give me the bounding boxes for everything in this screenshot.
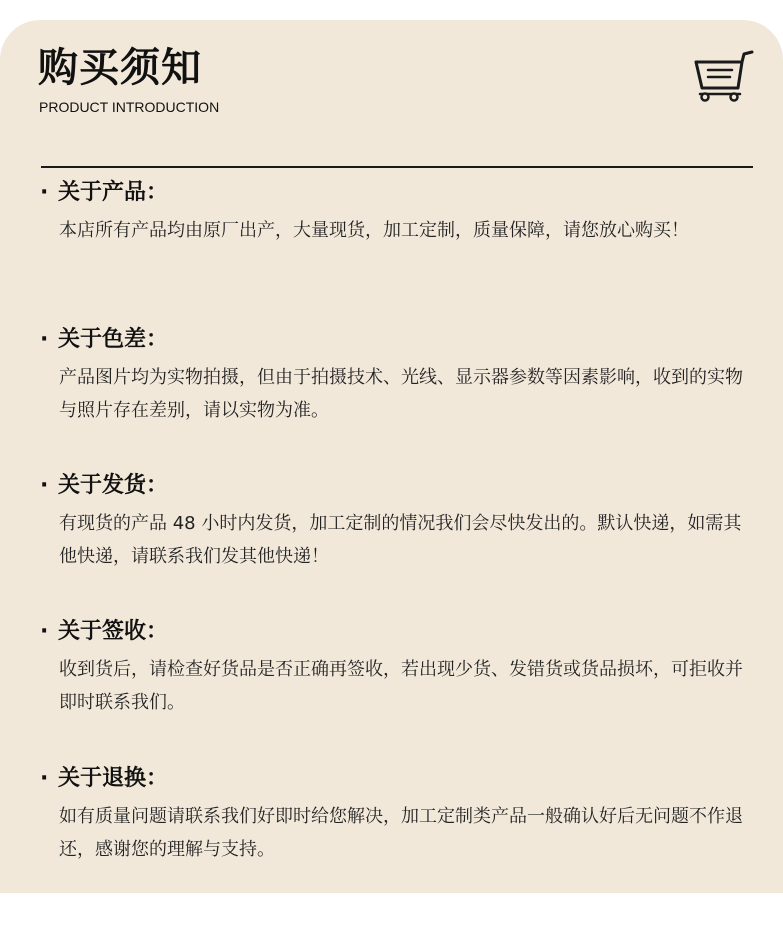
section-heading bbox=[40, 325, 760, 355]
section-heading-text: 关于退换： bbox=[58, 766, 169, 791]
section-receipt bbox=[40, 617, 760, 719]
section-body: 本店所有产品均由原厂出产，大量现货，加工定制，质量保障，请您放心购买！ bbox=[59, 220, 689, 241]
section-product bbox=[40, 178, 760, 247]
section-body: 有现货的产品 48 小时内发货，加工定制的情况我们会尽快发出的。默认快递，如需其他快递，请联系我们发其他快递！ bbox=[59, 513, 742, 567]
page-title: 购买须知 bbox=[38, 45, 202, 91]
section-body: 产品图片均为实物拍摄，但由于拍摄技术、光线、显示器参数等因素影响，收到的实物与照片存在差别，请以实物为准。 bbox=[59, 367, 743, 421]
section-heading bbox=[40, 178, 760, 208]
section-heading-text: 关于发货： bbox=[58, 473, 169, 498]
section-color-difference bbox=[40, 325, 760, 427]
bullet-dot: · bbox=[40, 619, 49, 644]
section-heading-text: 关于产品： bbox=[58, 180, 169, 205]
section-returns bbox=[40, 764, 760, 866]
page-subtitle: PRODUCT INTRODUCTION bbox=[39, 99, 220, 115]
section-heading bbox=[40, 764, 760, 794]
bullet-dot: · bbox=[40, 327, 49, 352]
bullet-dot: · bbox=[40, 180, 49, 205]
section-body: 收到货后，请检查好货品是否正确再签收，若出现少货、发错货或货品损坏，可拒收并即时联系我们。 bbox=[59, 659, 743, 713]
info-panel bbox=[0, 20, 783, 893]
header-divider bbox=[41, 166, 753, 168]
shopping-cart-icon bbox=[694, 50, 754, 102]
section-heading-text: 关于签收： bbox=[58, 619, 169, 644]
section-heading bbox=[40, 617, 760, 647]
section-body: 如有质量问题请联系我们好即时给您解决，加工定制类产品一般确认好后无问题不作退还，感谢您的理解与支持。 bbox=[59, 806, 743, 860]
bullet-dot: · bbox=[40, 766, 49, 791]
section-heading bbox=[40, 471, 760, 501]
section-shipping bbox=[40, 471, 760, 573]
bullet-dot: · bbox=[40, 473, 49, 498]
section-heading-text: 关于色差： bbox=[58, 327, 169, 352]
